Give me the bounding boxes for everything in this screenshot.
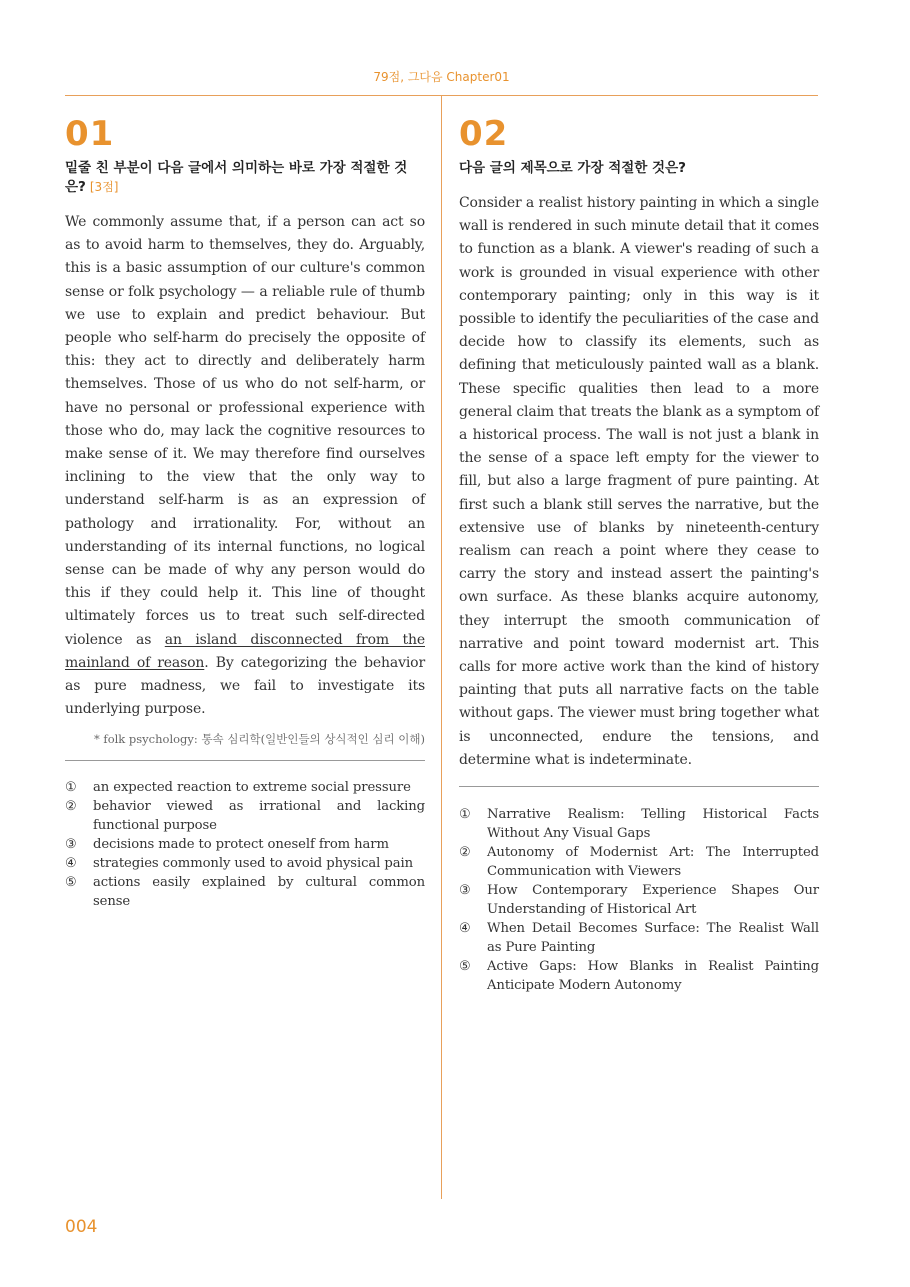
answer-option-4[interactable] xyxy=(459,919,819,957)
column-divider xyxy=(441,96,442,1199)
answer-option-3[interactable] xyxy=(65,835,425,854)
answer-option-2[interactable] xyxy=(459,843,819,881)
page-number: 004 xyxy=(65,1217,98,1237)
answer-option-1[interactable] xyxy=(459,805,819,843)
passage-text: We commonly assume that, if a person can act so as to avoid harm to themselves, they do. Arguably, this is a basic assumption of our culture's common sense or folk psychology — a reliable rule of thumb we use to explain and predict behaviour. But people who self-harm do precisely the opposite of this: they act to directly and deliberately harm themselves. Those of us who do not self-harm, or have no personal or professional experience with those who do, may lack the cognitive resources to make sense of it. We may therefore find ourselves inclining to the view that the only way to understand self-harm is as an expression of pathology and irrationality. For, without an understanding of its internal functions, no logical sense can be made of why any person would do this if they could help it. This line of thought ultimately forces us to treat such self-directed violence as xyxy=(65,214,425,648)
option-text: Autonomy of Modernist Art: The Interrupted Communication with Viewers xyxy=(487,845,819,880)
option-text: decisions made to protect oneself from harm xyxy=(93,837,389,853)
question-number: 01 xyxy=(65,114,115,154)
option-marker: ③ xyxy=(459,883,471,899)
option-text: Active Gaps: How Blanks in Realist Painting Anticipate Modern Autonomy xyxy=(487,959,819,994)
answer-options xyxy=(65,778,425,911)
option-marker: ⑤ xyxy=(459,959,471,975)
points-badge: [3점] xyxy=(89,180,119,194)
answer-option-1[interactable] xyxy=(65,778,425,797)
option-marker: ③ xyxy=(65,837,77,853)
option-marker: ④ xyxy=(65,856,77,872)
option-text: When Detail Becomes Surface: The Realist Wall as Pure Painting xyxy=(487,921,819,956)
question-01 xyxy=(65,112,425,911)
option-text: Narrative Realism: Telling Historical Facts Without Any Visual Gaps xyxy=(487,807,819,842)
question-prompt: 밑줄 친 부분이 다음 글에서 의미하는 바로 가장 적절한 것은? xyxy=(65,160,408,195)
footnote: * folk psychology: 통속 심리학(일반인들의 상식적인 심리 이해) xyxy=(94,732,425,747)
answer-option-3[interactable] xyxy=(459,881,819,919)
option-marker: ② xyxy=(459,845,471,861)
option-text: strategies commonly used to avoid physical pain xyxy=(93,856,413,872)
passage-text-end: . By categorizing the behavior as pure madness, we fail to investigate its underlying purpose. xyxy=(65,654,425,718)
option-text: How Contemporary Experience Shapes Our Understanding of Historical Art xyxy=(487,883,819,918)
answer-options xyxy=(459,805,819,995)
question-prompt: 다음 글의 제목으로 가장 적절한 것은? xyxy=(459,160,686,176)
option-marker: ① xyxy=(459,807,471,823)
options-divider xyxy=(459,786,819,787)
option-text: actions easily explained by cultural common sense xyxy=(93,875,425,910)
options-divider xyxy=(65,760,425,761)
passage: Consider a realist history painting in which a single wall is rendered in such minute detail that it comes to function as a blank. A viewer's reading of such a work is grounded in visual experience with other contemporary painting; only in this way is it possible to identify the peculiarities of the case and decide how to classify its elements, such as defining that meticulously painted wall as a blank. These specific qualities then lead to a more general claim that treats the blank as a symptom of a historical process. The wall is not just a blank in the sense of a space left empty for the viewer to fill, but also a large fragment of pure painting. At first such a blank still serves the narrative, but the extensive use of blanks by nineteenth-century realism can reach a point where they cease to carry the story and instead assert the painting's own surface. As these blanks acquire autonomy, they interrupt the smooth communication of narrative and point toward modernist art. This calls for more active work than the kind of history painting that puts all narrative facts on the table without gaps. The viewer must bring together what is unconnected, endure the tensions, and determine what is indeterminate. xyxy=(459,195,819,768)
answer-option-5[interactable] xyxy=(65,873,425,911)
question-02 xyxy=(459,112,819,995)
question-title xyxy=(459,159,819,178)
option-marker: ⑤ xyxy=(65,875,77,891)
option-text: behavior viewed as irrational and lacking functional purpose xyxy=(93,799,425,834)
answer-option-4[interactable] xyxy=(65,854,425,873)
page-header: 79점, 그다음 Chapter01 xyxy=(373,70,510,84)
underlined-phrase: an island disconnected from the mainland of reason xyxy=(65,631,425,671)
option-marker: ② xyxy=(65,799,77,815)
answer-option-5[interactable] xyxy=(459,957,819,995)
answer-option-2[interactable] xyxy=(65,797,425,835)
option-marker: ④ xyxy=(459,921,471,937)
question-title xyxy=(65,159,425,197)
passage xyxy=(65,211,425,721)
option-marker: ① xyxy=(65,780,77,796)
question-number: 02 xyxy=(459,114,509,154)
option-text: an expected reaction to extreme social pressure xyxy=(93,780,411,796)
